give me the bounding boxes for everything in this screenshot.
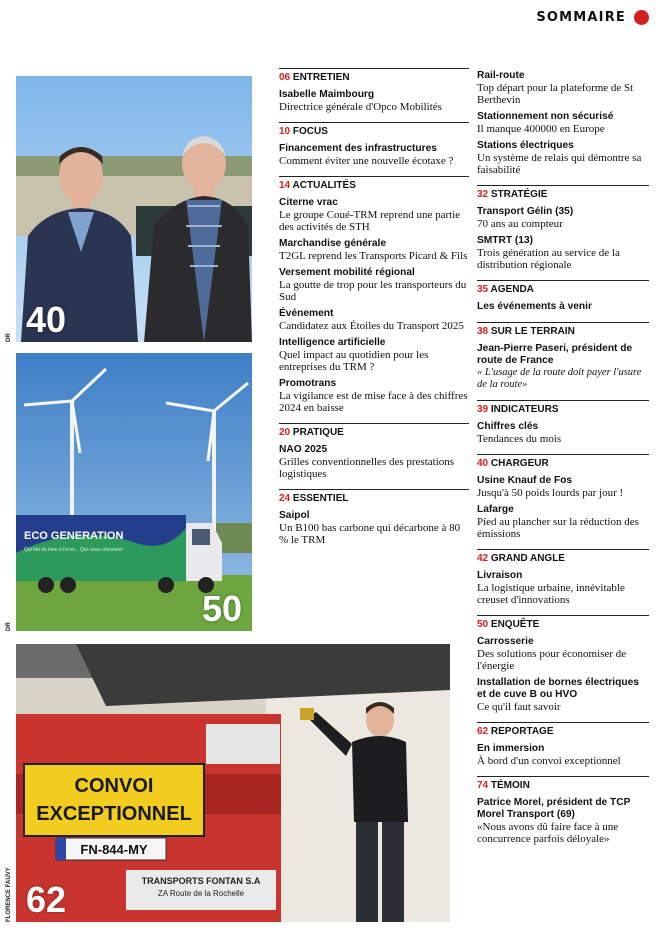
toc-entry[interactable]: Usine Knauf de Fos Jusqu'à 50 poids lourds par jour !	[477, 475, 624, 499]
toc-column-middle	[279, 68, 469, 551]
photo-convoi[interactable]	[16, 644, 450, 922]
section-heading: 35 AGENDA	[477, 280, 649, 295]
toc-column-right	[477, 68, 649, 850]
photo-eco-truck[interactable]	[16, 353, 252, 631]
toc-entry[interactable]: Isabelle Maimbourg Directrice générale d'Opco Mobilités	[279, 89, 442, 113]
section-heading: 32 STRATÉGIE	[477, 185, 649, 200]
section-heading: 62 REPORTAGE	[477, 722, 649, 737]
truck-slogan-text: Qui fait du bien à l'envi... Qui nous concerne!	[24, 547, 124, 553]
toc-section[interactable]	[477, 400, 649, 445]
toc-section[interactable]	[279, 423, 469, 480]
toc-entry[interactable]: NAO 2025 Grilles conventionnelles des prestations logistiques	[279, 444, 455, 480]
toc-entry[interactable]: Saipol Un B100 bas carbone qui décarbone à 80 % le TRM	[279, 510, 461, 546]
toc-entry[interactable]: Carrosserie Des solutions pour économiser de l'énergie	[477, 636, 627, 672]
photo-credit: FLORENCE FAUVY	[6, 867, 12, 922]
toc-entry[interactable]: Intelligence artificielle Quel impact au quotidien pour les entreprises du TRM ?	[279, 337, 429, 373]
page-number-label: 62	[26, 879, 67, 920]
toc-section[interactable]	[477, 322, 649, 391]
toc-entry[interactable]: Citerne vrac Le groupe Coué-TRM reprend une partie des activités de STH	[279, 197, 461, 233]
toc-entry[interactable]: Chiffres clés Tendances du mois	[477, 421, 562, 445]
toc-section[interactable]	[477, 454, 649, 540]
toc-section[interactable]	[477, 185, 649, 271]
toc-section[interactable]	[477, 615, 649, 713]
toc-entry[interactable]: Transport Gélin (35) 70 ans au compteur	[477, 206, 574, 230]
section-heading: 20 PRATIQUE	[279, 423, 469, 438]
toc-section[interactable]	[279, 122, 469, 167]
page-number-label: 40	[26, 299, 67, 340]
toc-section[interactable]	[477, 722, 649, 767]
toc-entry[interactable]: Versement mobilité régional La goutte de trop pour les transporteurs du Sud	[279, 267, 467, 303]
address-text: ZA Route de la Rochelle	[157, 889, 245, 898]
toc-entry[interactable]: Patrice Morel, président de TCP Morel Transport (69) «Nous avons dû faire face à une concurrence parfois déloyale»	[477, 797, 631, 845]
section-heading: 24 ESSENTIEL	[279, 489, 469, 504]
section-heading: 42 GRAND ANGLE	[477, 549, 649, 564]
section-heading: 14 ACTUALITÉS	[279, 176, 469, 191]
plate-text: FN-844-MY	[80, 842, 148, 857]
toc-entry[interactable]: Promotrans La vigilance est de mise face à des chiffres 2024 en baisse	[279, 378, 468, 414]
sign-line-1: CONVOI	[74, 775, 154, 797]
section-heading: 39 INDICATEURS	[477, 400, 649, 415]
section-heading: 40 CHARGEUR	[477, 454, 649, 469]
toc-entry[interactable]: Rail-route Top départ pour la plateforme de St Berthevin	[477, 70, 634, 106]
toc-entry[interactable]: Les événements à venir	[477, 301, 592, 312]
section-heading: 50 ENQUÊTE	[477, 615, 649, 630]
toc-entry[interactable]: Livraison La logistique urbaine, innévitable creuset d'innovations	[477, 570, 625, 606]
page-header	[536, 10, 649, 25]
page-number-label: 50	[201, 588, 242, 629]
section-heading: 10 FOCUS	[279, 122, 469, 137]
toc-entry[interactable]: Lafarge Pied au plancher sur la réduction des émissions	[477, 504, 639, 540]
photo-credit: DR	[6, 622, 12, 631]
toc-entry[interactable]: Financement des infrastructures Comment éviter une nouvelle écotaxe ?	[279, 143, 454, 167]
toc-entry[interactable]: Stations électriques Un système de relais qui démontre sa faisabilité	[477, 140, 642, 176]
toc-section[interactable]	[279, 176, 469, 414]
section-heading: 74 TÉMOIN	[477, 776, 649, 791]
toc-entry[interactable]: Jean-Pierre Paseri, président de route de France « L'usage de la route doit payer l'usure de la route»	[477, 343, 642, 390]
section-heading: 06 ENTRETIEN	[279, 68, 469, 83]
sign-line-2: EXCEPTIONNEL	[36, 803, 192, 825]
toc-continued[interactable]	[477, 70, 649, 176]
toc-entry[interactable]: Installation de bornes électriques et de cuve B ou HVO Ce qu'il faut savoir	[477, 677, 639, 713]
toc-section[interactable]	[477, 549, 649, 606]
red-dot-icon	[634, 10, 649, 25]
company-text: TRANSPORTS FONTAN S.A	[141, 876, 261, 886]
toc-section[interactable]	[279, 68, 469, 113]
photo-credit: DR	[6, 333, 12, 342]
toc-section[interactable]	[477, 776, 649, 845]
section-heading: 38 SUR LE TERRAIN	[477, 322, 649, 337]
toc-entry[interactable]: En immersion À bord d'un convoi exceptionnel	[477, 743, 621, 767]
photo-interview[interactable]	[16, 76, 252, 342]
toc-entry[interactable]: Marchandise générale T2GL reprend les Transports Picard & Fils	[279, 238, 468, 262]
toc-entry[interactable]: Événement Candidatez aux Étoiles du Transport 2025	[279, 308, 464, 332]
toc-entry[interactable]: Stationnement non sécurisé Il manque 400000 en Europe	[477, 111, 614, 135]
toc-section[interactable]	[279, 489, 469, 546]
toc-entry[interactable]: SMTRT (13) Trois génération au service de la distribution régionale	[477, 235, 620, 271]
truck-brand-text: ECO GENERATION	[24, 530, 124, 542]
page-title: SOMMAIRE	[536, 10, 626, 25]
toc-section[interactable]	[477, 280, 649, 313]
